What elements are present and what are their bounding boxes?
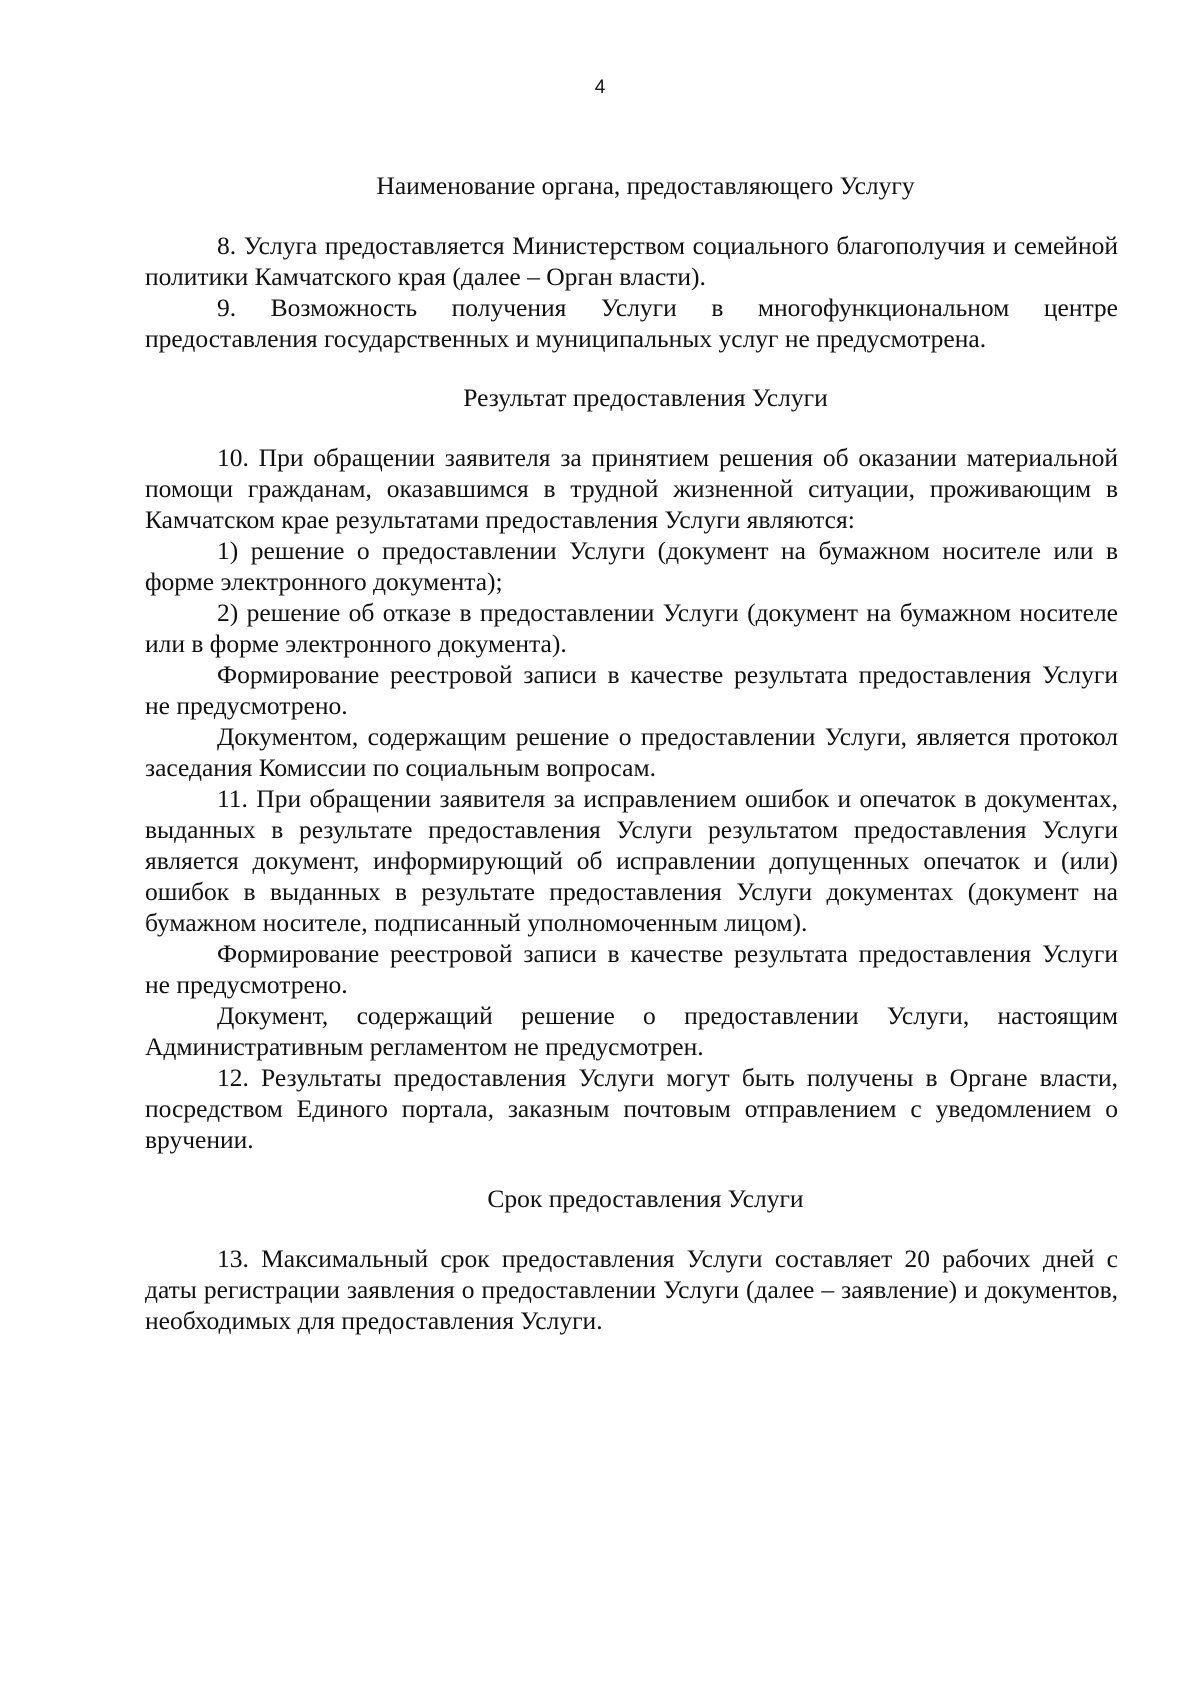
section-heading-result: Результат предоставления Услуги [463,383,828,412]
section-heading-authority: Наименование органа, предоставляющего Услугу [376,171,915,200]
paragraph-10: 10. При обращении заявителя за принятием решения об оказании материальной помощи гражданам, оказавшимся в трудной жизненной ситуации, проживающим в Камчатском крае результатами предоставления Услуги являются: [145,443,1118,534]
paragraph-13: 13. Максимальный срок предоставления Услуги составляет 20 рабочих дней с даты регистрации заявления о предоставлении Услуги (далее – заявление) и документов, необходимых для предоставления Услуги. [145,1244,1118,1335]
paragraph-10-protocol: Документом, содержащим решение о предоставлении Услуги, является протокол заседания Комиссии по социальным вопросам. [145,722,1118,782]
page-number: 4 [594,77,606,98]
paragraph-8: 8. Услуга предоставляется Министерством социального благополучия и семейной политики Камчатского края (далее – Орган власти). [145,231,1118,291]
paragraph-9: 9. Возможность получения Услуги в многофункциональном центре предоставления государственных и муниципальных услуг не предусмотрена. [145,293,1118,353]
paragraph-10-item-2: 2) решение об отказе в предоставлении Услуги (документ на бумажном носителе или в форме электронного документа). [145,598,1118,658]
paragraph-10-registry: Формирование реестровой записи в качестве результата предоставления Услуги не предусмотрено. [145,660,1118,720]
paragraph-11-document: Документ, содержащий решение о предоставлении Услуги, настоящим Административным регламентом не предусмотрен. [145,1001,1118,1061]
paragraph-11-registry: Формирование реестровой записи в качестве результата предоставления Услуги не предусмотрено. [145,939,1118,999]
section-heading-term: Срок предоставления Услуги [487,1184,804,1213]
paragraph-12: 12. Результаты предоставления Услуги могут быть получены в Органе власти, посредством Единого портала, заказным почтовым отправлением с уведомлением о вручении. [145,1063,1118,1154]
paragraph-11: 11. При обращении заявителя за исправлением ошибок и опечаток в документах, выданных в результате предоставления Услуги результатом предоставления Услуги является документ, информирующий об исправлении допущенных опечаток и (или) ошибок в выданных в результате предоставления Услуги документах (документ на бумажном носителе, подписанный уполномоченным лицом). [145,784,1118,937]
document-body [145,170,1118,1336]
paragraph-10-item-1: 1) решение о предоставлении Услуги (документ на бумажном носителе или в форме электронного документа); [145,536,1118,596]
